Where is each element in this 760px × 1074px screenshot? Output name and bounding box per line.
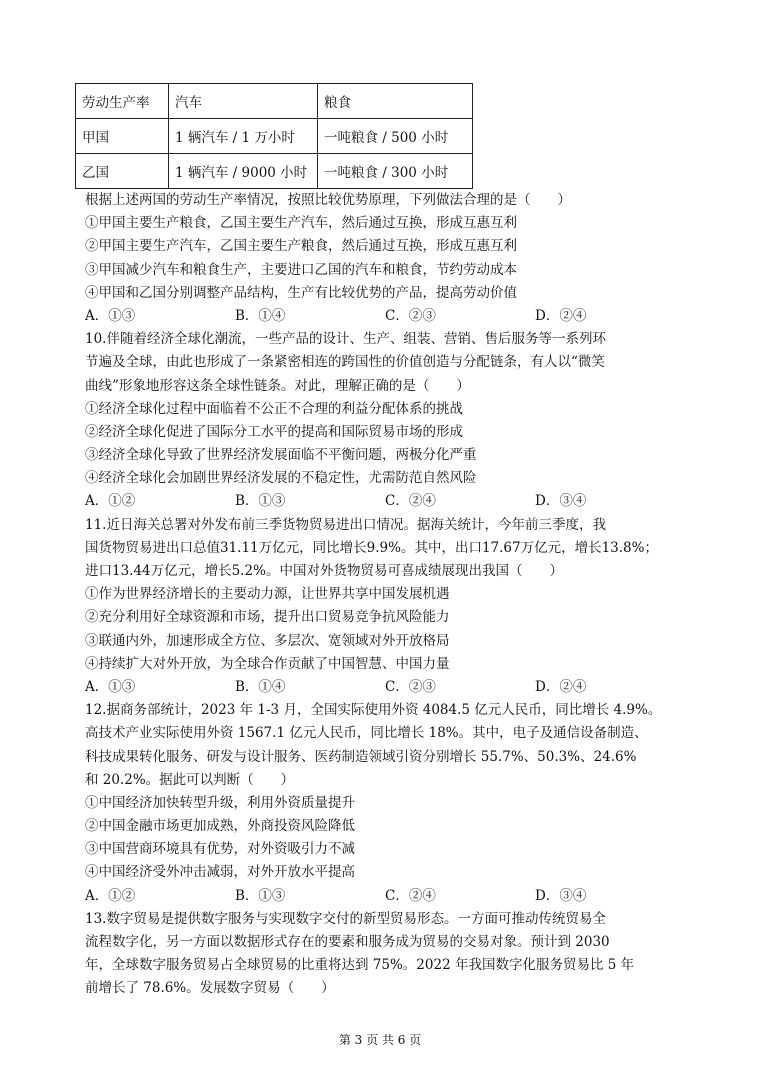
table-row	[76, 154, 473, 189]
question-11-options	[85, 676, 685, 699]
option-b: B．①④	[235, 307, 286, 324]
option-d: D．③④	[535, 493, 587, 510]
question-11-stem: 11.近日海关总署对外发布前三季货物贸易进出口情况。据海关统计，今年前三季度，我	[85, 516, 606, 533]
question-10-stem: 曲线”形象地形容这条全球性链条。对此，理解正确的是（ ）	[85, 377, 470, 394]
productivity-table	[75, 83, 473, 189]
page-footer: 第 3 页 共 6 页	[338, 1033, 422, 1047]
table-row	[76, 119, 473, 154]
question-12-options	[85, 885, 685, 908]
table-cell: 一吨粮食 / 300 小时	[318, 154, 473, 189]
question-13-stem: 年，全球数字服务贸易占全球贸易的比重将达到 75%。2022 年我国数字化服务贸易比 5 年	[85, 957, 635, 974]
table-cell: 一吨粮食 / 500 小时	[318, 119, 473, 154]
table-header-cell: 粮食	[318, 84, 473, 119]
option-d: D．②④	[535, 678, 587, 695]
option-c: C．②③	[385, 307, 436, 324]
table-header-cell: 汽车	[169, 84, 318, 119]
question-13-stem: 前增长了 78.6%。发展数字贸易（ ）	[85, 980, 335, 997]
question-12-stem: 12.据商务部统计，2023 年 1-3 月，全国实际使用外资 4084.5 亿元人民币，同比增长 4.9%。	[85, 702, 662, 719]
table-cell: 乙国	[76, 154, 169, 189]
answer-item: ③联通内外，加速形成全方位、多层次、宽领域对外开放格局	[85, 632, 450, 649]
answer-item: ④持续扩大对外开放，为全球合作贡献了中国智慧、中国力量	[85, 655, 450, 672]
option-d: D．②④	[535, 307, 587, 324]
question-10-stem: 节遍及全球，由此也形成了一条紧密相连的跨国性的价值创造与分配链条，有人以“微笑	[85, 354, 605, 371]
answer-item: ③甲国减少汽车和粮食生产，主要进口乙国的汽车和粮食，节约劳动成本	[85, 261, 517, 278]
option-b: B．①④	[235, 678, 286, 695]
option-a: A．①③	[85, 678, 136, 695]
answer-item: ④经济全球化会加剧世界经济发展的不稳定性，尤需防范自然风险	[85, 470, 477, 487]
table-cell: 1 辆汽车 / 1 万小时	[169, 119, 318, 154]
answer-item: ②中国金融市场更加成熟，外商投资风险降低	[85, 818, 355, 835]
answer-item: ③经济全球化导致了世界经济发展面临不平衡问题，两极分化严重	[85, 447, 477, 464]
option-a: A．①②	[85, 493, 136, 510]
table-cell: 1 辆汽车 / 9000 小时	[169, 154, 318, 189]
answer-item: ③中国营商环境具有优势，对外资吸引力不减	[85, 841, 355, 858]
question-13-stem: 13.数字贸易是提供数字服务与实现数字交付的新型贸易形态。一方面可推动传统贸易全	[85, 910, 606, 927]
question-13-stem: 流程数字化，另一方面以数据形式存在的要素和服务成为贸易的交易对象。预计到 2030	[85, 934, 610, 950]
table-header-cell: 劳动生产率	[76, 84, 169, 119]
answer-item: ①经济全球化过程中面临着不公正不合理的利益分配体系的挑战	[85, 400, 463, 417]
answer-item: ④中国经济受外冲击减弱，对外开放水平提高	[85, 864, 355, 881]
answer-item: ④甲国和乙国分别调整产品结构，生产有比较优势的产品，提高劳动价值	[85, 284, 517, 301]
questions-body	[85, 189, 685, 1001]
answer-item: ②充分利用好全球资源和市场，提升出口贸易竞争抗风险能力	[85, 609, 450, 626]
answer-item: ①甲国主要生产粮食，乙国主要生产汽车，然后通过互换，形成互惠互利	[85, 215, 517, 232]
option-b: B．①③	[235, 887, 286, 904]
question-12-stem: 科技成果转化服务、研发与设计服务、医药制造领域引资分别增长 55.7%、50.3%、24.6%	[85, 748, 637, 765]
question-9-stem: 根据上述两国的劳动生产率情况，按照比较优势原理，下列做法合理的是（ ）	[85, 192, 571, 208]
option-c: C．②④	[385, 887, 436, 904]
question-9-options	[85, 305, 685, 328]
table-cell: 甲国	[76, 119, 169, 154]
option-b: B．①③	[235, 493, 286, 510]
answer-item: ①作为世界经济增长的主要动力源，让世界共享中国发展机遇	[85, 586, 450, 603]
answer-item: ②甲国主要生产汽车，乙国主要生产粮食，然后通过互换，形成互惠互利	[85, 238, 517, 255]
option-a: A．①③	[85, 307, 136, 324]
table-header-row	[76, 84, 473, 119]
option-c: C．②④	[385, 493, 436, 510]
question-11-stem: 进口13.44万亿元，增长5.2%。中国对外货物贸易可喜成绩展现出我国（ ）	[85, 563, 563, 579]
option-c: C．②③	[385, 678, 436, 695]
option-d: D．③④	[535, 887, 587, 904]
question-11-stem: 国货物贸易进出口总值31.11万亿元，同比增长9.9%。其中，出口17.67万亿元，增长13.8%；	[85, 539, 658, 556]
option-a: A．①②	[85, 887, 136, 904]
question-12-stem: 高技术产业实际使用外资 1567.1 亿元人民币，同比增长 18%。其中，电子及通信设备制造、	[85, 725, 648, 742]
question-12-stem: 和 20.2%。据此可以判断（ ）	[85, 771, 295, 788]
question-10-options	[85, 490, 685, 513]
answer-item: ①中国经济加快转型升级，利用外资质量提升	[85, 794, 355, 811]
answer-item: ②经济全球化促进了国际分工水平的提高和国际贸易市场的形成	[85, 423, 463, 440]
question-10-stem: 10.伴随着经济全球化潮流，一些产品的设计、生产、组装、营销、售后服务等一系列环	[85, 331, 606, 348]
